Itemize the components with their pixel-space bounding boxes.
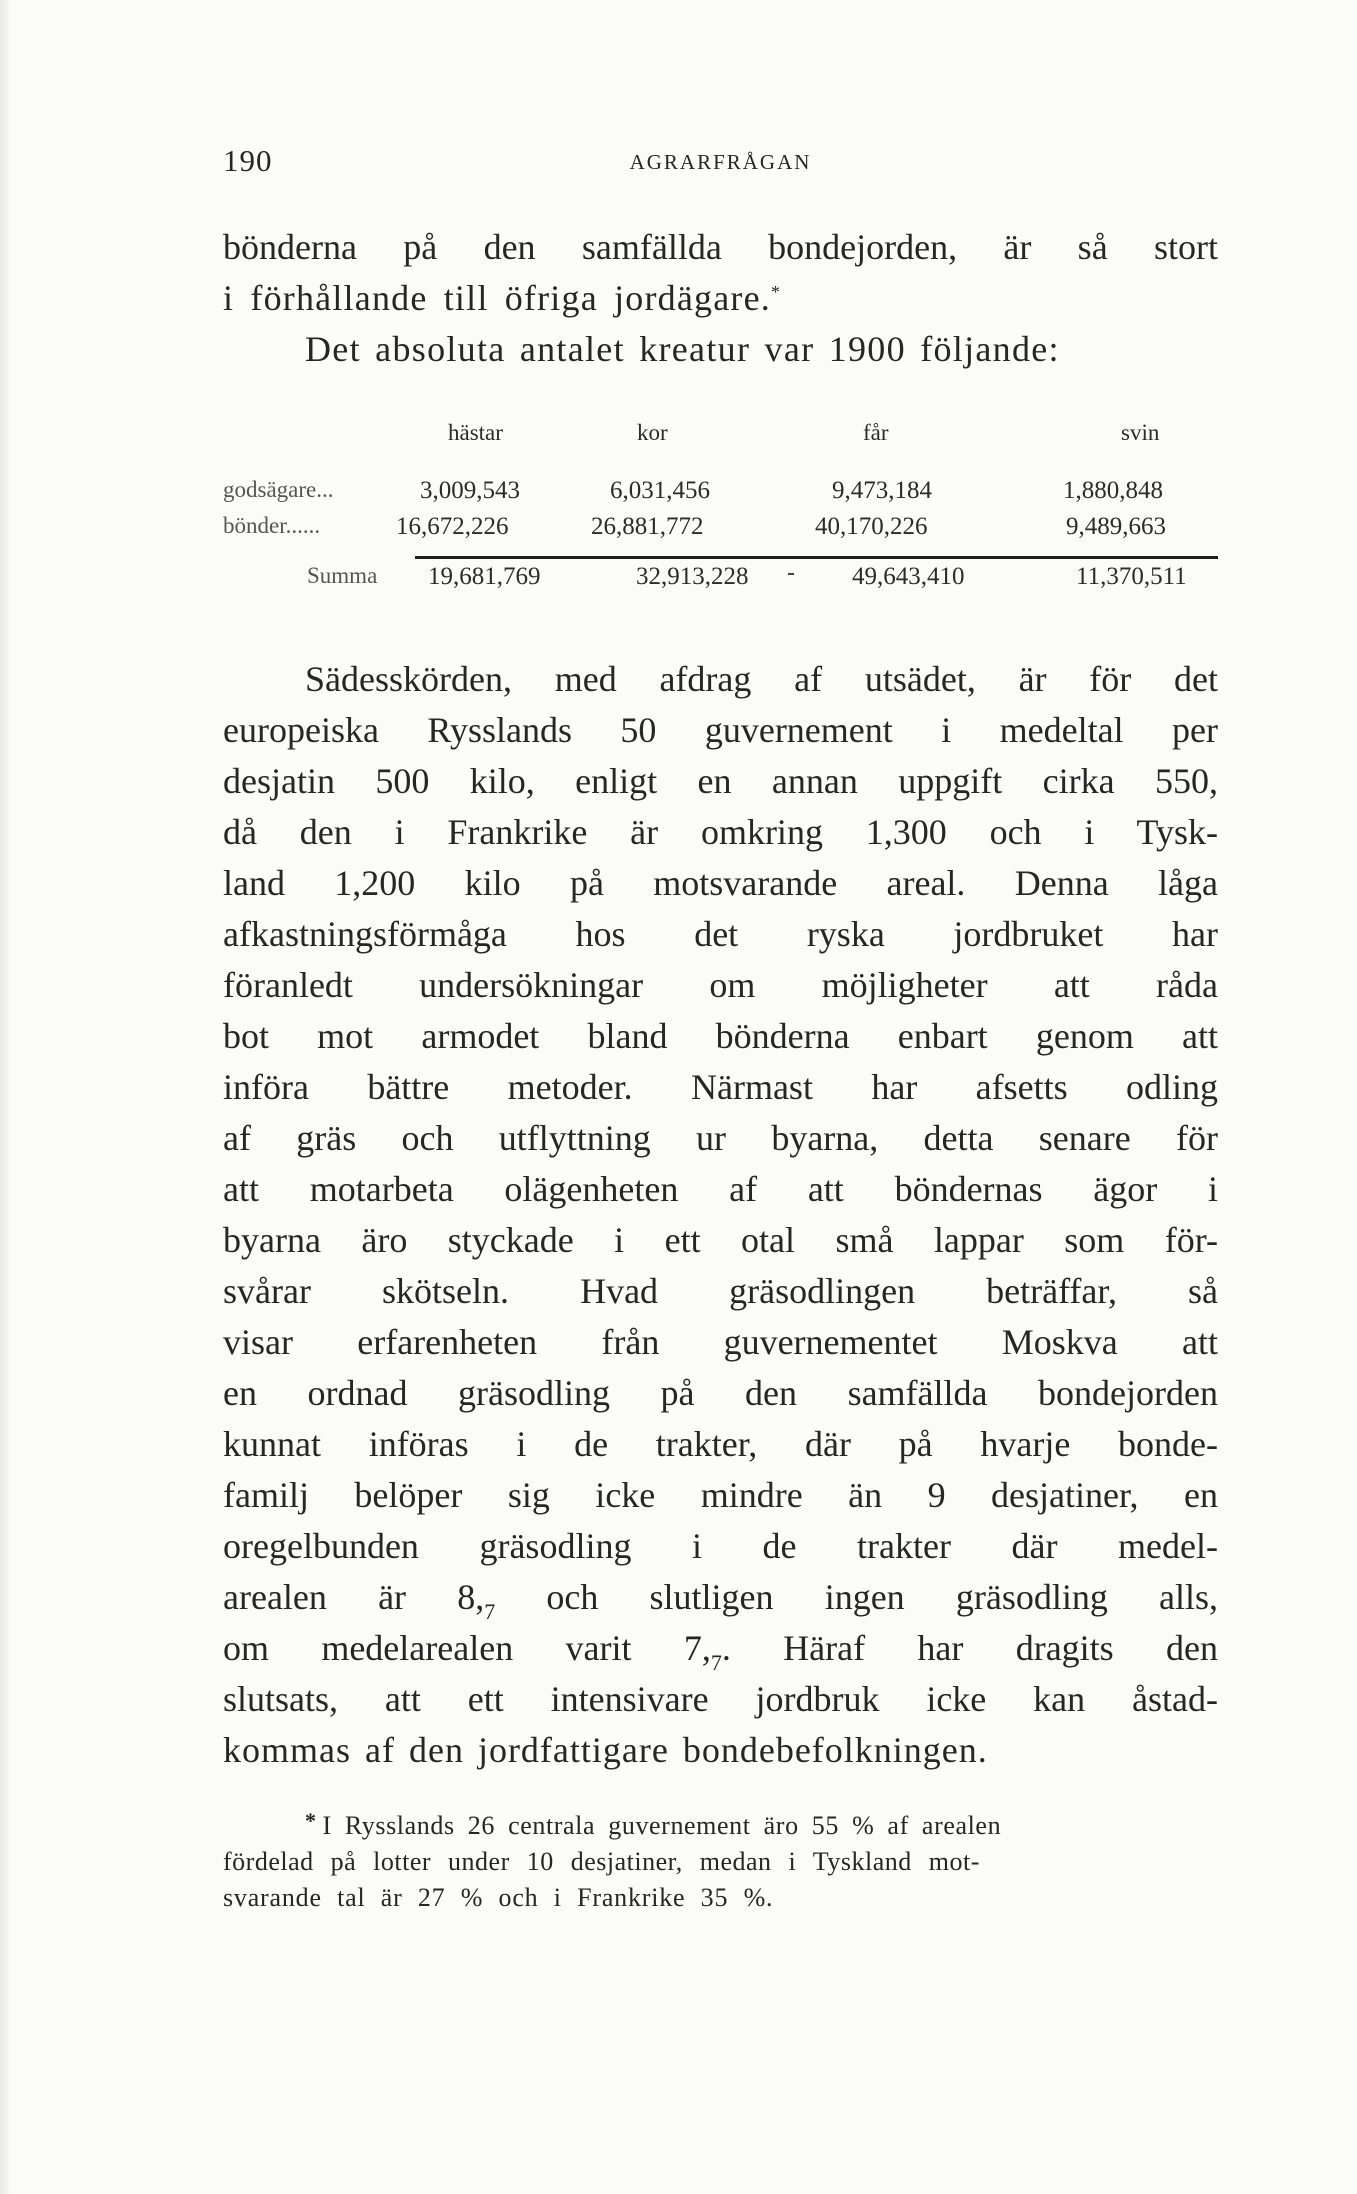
running-title: AGRARFRÅGAN xyxy=(629,150,812,174)
paragraph-line-text: kunnat införas i de trakter, där på hvarje bonde- xyxy=(223,1424,1218,1464)
table-total-row xyxy=(223,563,1218,597)
paragraph-line xyxy=(223,1725,1218,1776)
paragraph-line-text: att motarbeta olägenheten af att böndernas ägor i xyxy=(223,1169,1218,1209)
paragraph-line xyxy=(223,1368,1218,1419)
paragraph-line-text: . Häraf har dragits den xyxy=(721,1628,1218,1668)
paragraph-line-text: afkastningsförmåga hos det ryska jordbruket har xyxy=(223,914,1218,954)
paragraph-line-text: europeiska Rysslands 50 guvernement i medeltal per xyxy=(223,710,1218,750)
sum-rule xyxy=(415,556,1218,559)
paragraph-line-text: om medelarealen varit 7, xyxy=(223,1628,711,1668)
paragraph-line xyxy=(223,324,1218,375)
table-cell: 16,672,226 xyxy=(396,513,509,540)
total-cell: 49,643,410 xyxy=(852,563,965,590)
table-cell: 9,489,663 xyxy=(1066,513,1166,540)
paragraph-line xyxy=(223,273,1218,324)
paragraph-line xyxy=(223,1266,1218,1317)
paragraph-line xyxy=(223,1521,1218,1572)
paragraph-line-text: föranledt undersökningar om möjligheter att råda xyxy=(223,965,1218,1005)
paragraph-line xyxy=(223,222,1218,273)
paragraph-line-text: och slutligen ingen gräsodling alls, xyxy=(495,1577,1218,1617)
paragraph-line xyxy=(223,1317,1218,1368)
paragraph-line-text: arealen är 8, xyxy=(223,1577,485,1617)
paragraph-line-text: i förhållande till öfriga jordägare. xyxy=(223,278,771,318)
total-label: Summa xyxy=(307,563,378,588)
paragraph-line xyxy=(223,1011,1218,1062)
paragraph-2 xyxy=(223,654,1218,1776)
footnote-line xyxy=(223,1844,1218,1880)
total-cell: 19,681,769 xyxy=(428,563,541,590)
paragraph-line xyxy=(223,1062,1218,1113)
table-row xyxy=(223,513,1218,547)
row-label: godsägare... xyxy=(223,477,334,502)
paragraph-line-text: bönderna på den samfällda bondejorden, är så stort xyxy=(223,227,1218,267)
paragraph-line xyxy=(223,756,1218,807)
paragraph-line-text: familj belöper sig icke mindre än 9 desjatiner, en xyxy=(223,1475,1218,1515)
column-header-hastar: hästar xyxy=(448,420,503,445)
footnote-marker: * xyxy=(305,1808,316,1833)
table-cell: 3,009,543 xyxy=(420,477,520,504)
paragraph-line xyxy=(223,1215,1218,1266)
page-edge-shadow xyxy=(0,0,12,2194)
table-cell: 40,170,226 xyxy=(815,513,928,540)
paragraph-line xyxy=(223,1623,1218,1674)
paragraph-line-text: slutsats, att ett intensivare jordbruk icke kan åstad- xyxy=(223,1679,1218,1719)
paragraph-line-text: Det absoluta antalet kreatur var 1900 följande: xyxy=(305,329,1060,369)
footnote-text: I Rysslands 26 centrala guvernement äro 55 % af arealen xyxy=(322,1811,1002,1840)
total-cell: 11,370,511 xyxy=(1076,563,1187,590)
paragraph-line-text: visar erfarenheten från guvernementet Moskva att xyxy=(223,1322,1218,1362)
footnote-reference: * xyxy=(771,282,780,302)
paragraph-line xyxy=(223,654,1218,705)
subscript: 7 xyxy=(710,1650,722,1675)
footnote-line xyxy=(223,1880,1218,1916)
table-row xyxy=(223,477,1218,511)
page-header xyxy=(223,143,1218,183)
paragraph-line-text: oregelbunden gräsodling i de trakter där medel- xyxy=(223,1526,1218,1566)
paragraph-line xyxy=(223,960,1218,1011)
paragraph-line-text: byarna äro styckade i ett otal små lappar som för- xyxy=(223,1220,1218,1260)
footnote xyxy=(223,1808,1218,1916)
paragraph-line-text: bot mot armodet bland bönderna enbart genom att xyxy=(223,1016,1218,1056)
paragraph-line-text: desjatin 500 kilo, enligt en annan uppgift cirka 550, xyxy=(223,761,1218,801)
table-cell: 26,881,772 xyxy=(591,513,704,540)
footnote-line xyxy=(223,1808,1218,1844)
row-label: bönder...... xyxy=(223,513,321,538)
paragraph-line xyxy=(223,705,1218,756)
paragraph-line xyxy=(223,1419,1218,1470)
paragraph-line xyxy=(223,858,1218,909)
paragraph-line-text: svårar skötseln. Hvad gräsodlingen beträffar, så xyxy=(223,1271,1218,1311)
livestock-table xyxy=(223,420,1218,610)
page-number: 190 xyxy=(223,143,273,178)
paragraph-line xyxy=(223,1470,1218,1521)
paragraph-line-text: en ordnad gräsodling på den samfällda bondejorden xyxy=(223,1373,1218,1413)
footnote-text: fördelad på lotter under 10 desjatiner, medan i Tyskland mot- xyxy=(223,1847,980,1876)
column-header-kor: kor xyxy=(637,420,668,445)
paragraph-line xyxy=(223,1113,1218,1164)
column-header-far: får xyxy=(863,420,889,445)
column-header-svin: svin xyxy=(1121,420,1160,445)
paragraph-line xyxy=(223,909,1218,960)
paragraph-line-text: Sädesskörden, med afdrag af utsädet, är för det xyxy=(305,659,1218,699)
table-cell: 6,031,456 xyxy=(610,477,710,504)
footnote-text: svarande tal är 27 % och i Frankrike 35 %. xyxy=(223,1883,774,1912)
subscript: 7 xyxy=(484,1599,496,1624)
paragraph-line xyxy=(223,807,1218,858)
table-cell: 9,473,184 xyxy=(832,477,932,504)
paragraph-line-text: af gräs och utflyttning ur byarna, detta senare för xyxy=(223,1118,1218,1158)
paragraph-line xyxy=(223,1164,1218,1215)
paragraph-line-text: kommas af den jordfattigare bondebefolkningen. xyxy=(223,1730,988,1770)
paragraph-line-text: då den i Frankrike är omkring 1,300 och i Tysk- xyxy=(223,812,1218,852)
paragraph-line xyxy=(223,1572,1218,1623)
paragraph-line xyxy=(223,1674,1218,1725)
paragraph-line-text: införa bättre metoder. Närmast har afsetts odling xyxy=(223,1067,1218,1107)
total-cell: 32,913,228 xyxy=(636,563,749,590)
paragraph-1 xyxy=(223,222,1218,375)
table-cell: 1,880,848 xyxy=(1063,477,1163,504)
paragraph-line-text: land 1,200 kilo på motsvarande areal. Denna låga xyxy=(223,863,1218,903)
